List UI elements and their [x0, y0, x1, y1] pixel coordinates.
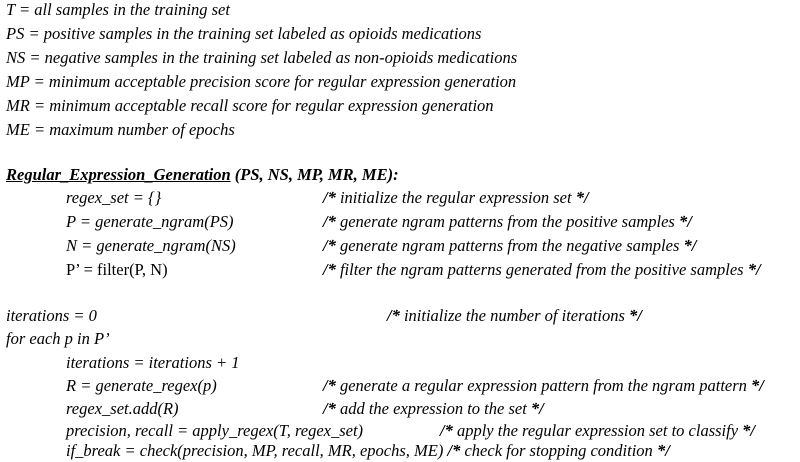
comment-open: /*	[323, 188, 336, 207]
comment-open: /*	[323, 212, 336, 231]
comment-text: check for stopping condition	[460, 441, 657, 460]
code-generate-ngram-ns: N = generate_ngram(NS)	[66, 236, 236, 255]
comment-regex-set-add	[323, 399, 544, 419]
comment-close: */	[678, 212, 692, 231]
comment-open: /*	[447, 441, 461, 460]
comment-text: generate ngram patterns from the negative samples	[335, 236, 684, 255]
comment-open: /*	[440, 421, 453, 440]
definition-ns: NS = negative samples in the training set labeled as non-opioids medications	[6, 48, 518, 67]
comment-apply-regex	[440, 421, 755, 441]
comment-generate-ngram-ps	[323, 212, 692, 232]
comment-regex-set-init	[323, 188, 589, 208]
comment-generate-ngram-ns	[323, 236, 696, 256]
comment-text: add the expression to the set	[335, 399, 531, 418]
code-apply-regex: precision, recall = apply_regex(T, regex_set)	[66, 421, 364, 440]
code-check-stop	[66, 441, 670, 461]
comment-text: generate ngram patterns from the positive samples	[335, 212, 679, 231]
comment-text: filter the ngram patterns generated from the positive samples	[335, 260, 748, 279]
comment-close: */	[751, 376, 764, 395]
comment-text: generate a regular expression pattern from the ngram pattern	[335, 376, 752, 395]
comment-open: /*	[323, 236, 336, 255]
comment-open: /*	[323, 399, 336, 418]
code-regex-set-add: regex_set.add(R)	[66, 399, 179, 418]
definition-me: ME = maximum number of epochs	[6, 120, 235, 139]
comment-close: */	[530, 399, 544, 418]
comment-filter	[323, 260, 761, 280]
comment-text: apply the regular expression set to classify	[452, 421, 743, 440]
comment-close: */	[747, 260, 761, 279]
code-filter: P’ = filter(P, N)	[66, 260, 168, 279]
comment-text: initialize the number of iterations	[399, 306, 629, 325]
comment-open: /*	[323, 376, 336, 395]
function-signature: (PS, NS, MP, MR, ME):	[230, 165, 399, 184]
function-name: Regular_Expression_Generation	[6, 165, 231, 184]
comment-close: */	[575, 188, 589, 207]
code-iterations-increment: iterations = iterations + 1	[66, 353, 240, 372]
definition-t: T = all samples in the training set	[6, 0, 230, 19]
code-generate-ngram-ps: P = generate_ngram(PS)	[66, 212, 234, 231]
definition-mr: MR = minimum acceptable recall score for regular expression generation	[6, 96, 494, 115]
code-iterations-init: iterations = 0	[6, 306, 97, 325]
comment-generate-regex	[323, 376, 764, 396]
comment-open: /*	[387, 306, 400, 325]
code-regex-set-init: regex_set = {}	[66, 188, 162, 207]
comment-close: */	[742, 421, 756, 440]
loop-header: for each p in P’	[6, 329, 110, 348]
definition-ps: PS = positive samples in the training set labeled as opioids medications	[6, 24, 482, 43]
comment-close: */	[629, 306, 642, 325]
comment-check-stop	[448, 441, 670, 460]
comment-text: initialize the regular expression set	[335, 188, 576, 207]
comment-close: */	[656, 441, 670, 460]
comment-close: */	[683, 236, 697, 255]
definition-mp: MP = minimum acceptable precision score for regular expression generation	[6, 72, 517, 91]
comment-iterations-init	[387, 306, 642, 326]
function-header	[6, 165, 399, 185]
code-generate-regex: R = generate_regex(p)	[66, 376, 217, 395]
code-check-stop-code: if_break = check(precision, MP, recall, MR, epochs, ME)	[66, 441, 444, 460]
comment-open: /*	[323, 260, 336, 279]
